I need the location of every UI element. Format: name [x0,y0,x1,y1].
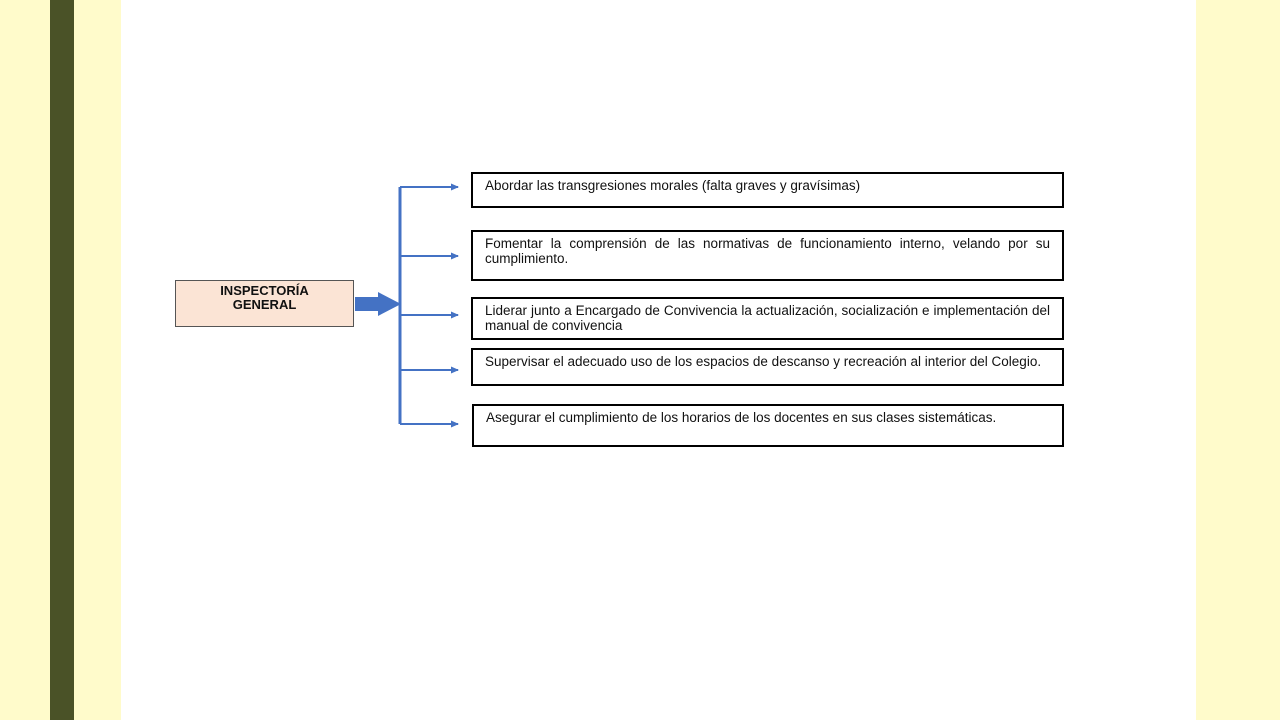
node-box-2: Fomentar la comprensión de las normativas de funcionamiento interno, velando por su cumplimiento. [471,230,1064,281]
root-title-line2: GENERAL [232,297,297,312]
block-arrow [355,292,401,316]
node-box-4: Supervisar el adecuado uso de los espacios de descanso y recreación al interior del Colegio. [471,348,1064,386]
root-box-inspectoria-general [175,280,354,327]
node-box-1: Abordar las transgresiones morales (falta graves y gravísimas) [471,172,1064,208]
node-box-5: Asegurar el cumplimiento de los horarios de los docentes en sus clases sistemáticas. [472,404,1064,447]
node-box-3: Liderar junto a Encargado de Convivencia la actualización, socialización e implementación del manual de convivencia [471,297,1064,340]
root-title-line1: INSPECTORÍA [220,283,309,298]
